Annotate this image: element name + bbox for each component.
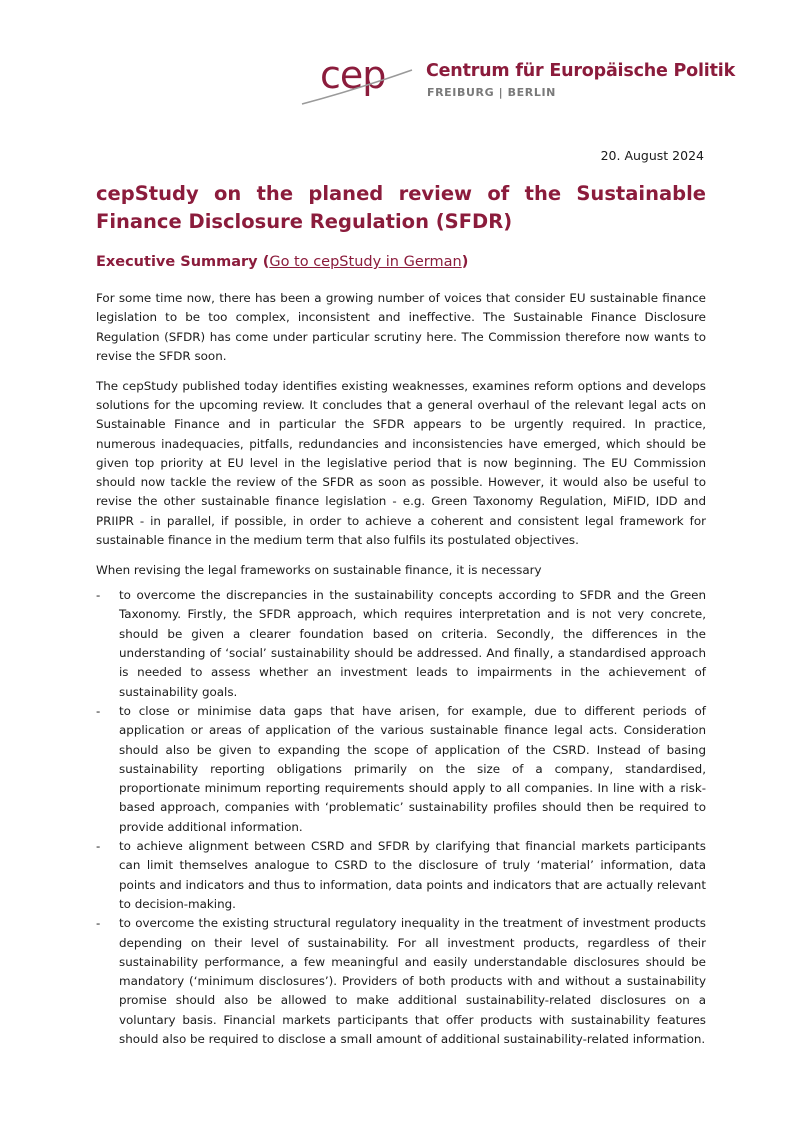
executive-summary-label: Executive Summary xyxy=(96,254,258,270)
cep-logo xyxy=(300,52,736,112)
list-item-text: to overcome the existing structural regulatory inequality in the treatment of investment products depending on their level of sustainability. For all investment products, regardless of their sustainability performance, a few meaningful and easily understandable disclosures should be mandatory (‘minimum disclosures’). Providers of both products with and without a sustainability promise should also be allowed to make additional sustainability-related disclosures on a voluntary basis. Financial markets participants that offer products with sustainability features should also be required to disclose a small amount of additional sustainability-related information. xyxy=(119,916,706,1046)
org-locations: FREIBURG | BERLIN xyxy=(427,86,556,99)
requirements-list xyxy=(96,586,706,1049)
list-dash: - xyxy=(96,703,101,718)
list-dash: - xyxy=(96,916,101,931)
list-item xyxy=(96,586,706,702)
list-item-text: to close or minimise data gaps that have arisen, for example, due to different periods of application or areas of application of the various sustainable finance legal acts. Consideration should also be given to expanding the scope of application of the CSRD. Instead of basing sustainability reporting obligations primarily on the size of a company, standardised, proportionate minimum reporting requirements should apply to all companies. In line with a risk-based approach, companies with ‘problematic’ sustainability profiles should then be required to provide additional information. xyxy=(119,703,706,834)
list-dash: - xyxy=(96,839,101,854)
paragraph-study-findings: The cepStudy published today identifies existing weaknesses, examines reform options and develops solutions for the upcoming review. It concludes that a general overhaul of the relevant legal acts on Sustainable Finance and in particular the SFDR appears to be urgently required. In practice, numerous inadequacies, pitfalls, redundancies and inconsistencies have emerged, which should be given top priority at EU level in the legislative period that is now beginning. The EU Commission should now tackle the review of the SFDR as soon as possible. However, it would also be useful to revise the other sustainable finance legislation - e.g. Green Taxonomy Regulation, MiFID, IDD and PRIIPR - in parallel, if possible, in order to achieve a coherent and consistent legal framework for sustainable finance in the medium term that also fulfils its postulated objectives. xyxy=(96,378,706,548)
org-name: Centrum für Europäische Politik xyxy=(426,61,736,81)
list-item xyxy=(96,837,706,914)
logo-wordmark: cep xyxy=(320,53,386,97)
executive-summary-heading xyxy=(96,254,468,270)
list-item-text: to achieve alignment between CSRD and SFDR by clarifying that financial markets participants can limit themselves analogue to CSRD to the disclosure of truly ‘material’ information, data points and indicators and thus to information, data points and indicators that are actually relevant to decision-making. xyxy=(119,839,706,911)
paragraph-intro: For some time now, there has been a growing number of voices that consider EU sustainable finance legislation to be too complex, inconsistent and ineffective. The Sustainable Finance Disclosure Regulation (SFDR) has come under particular scrutiny here. The Commission therefore now wants to revise the SFDR soon. xyxy=(96,291,706,363)
cep-logo-mark xyxy=(300,52,418,108)
link-close-paren: ) xyxy=(461,254,469,270)
paragraph-list-intro: When revising the legal frameworks on sustainable finance, it is necessary xyxy=(96,562,542,577)
link-open-paren: ( xyxy=(262,254,270,270)
german-study-link[interactable]: Go to cepStudy in German xyxy=(269,254,462,270)
document-title: cepStudy on the planed review of the Sustainable Finance Disclosure Regulation (SFDR) xyxy=(96,182,706,233)
document-date: 20. August 2024 xyxy=(600,148,704,163)
document-body xyxy=(96,289,706,1049)
list-item xyxy=(96,914,706,1049)
list-item-text: to overcome the discrepancies in the sustainability concepts according to SFDR and the Green Taxonomy. Firstly, the SFDR approach, which requires interpretation and is not very concrete, should be given a clearer foundation based on criteria. Secondly, the differences in the understanding of ‘social’ sustainability should be addressed. And finally, a standardised approach is needed to assess whether an investment leads to impairments in the achievement of sustainability goals. xyxy=(119,588,706,699)
list-item xyxy=(96,702,706,837)
list-dash: - xyxy=(96,588,101,603)
